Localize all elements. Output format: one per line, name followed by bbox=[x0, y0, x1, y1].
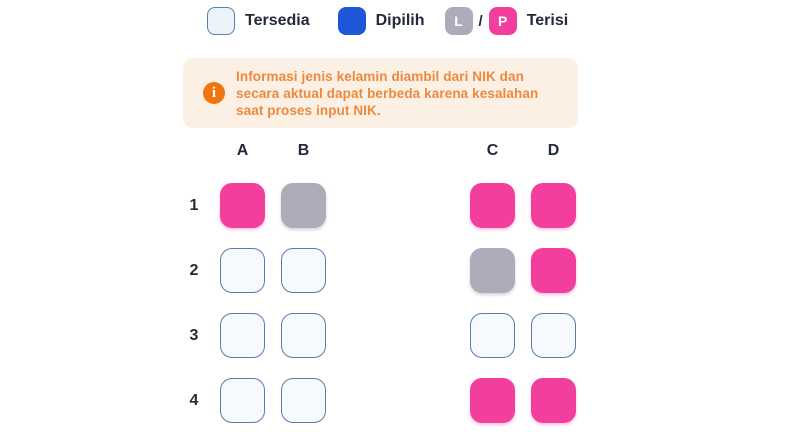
seat-4A[interactable] bbox=[220, 378, 265, 423]
seat-2D bbox=[531, 248, 576, 293]
seat-rows bbox=[183, 183, 576, 423]
seat-2B[interactable] bbox=[281, 248, 326, 293]
column-header-B: B bbox=[297, 142, 310, 159]
legend-label-occupied: Terisi bbox=[526, 12, 569, 29]
legend-label-selected: Dipilih bbox=[375, 12, 425, 29]
info-icon: i bbox=[203, 82, 225, 104]
legend-item-available bbox=[207, 7, 310, 35]
row-number-3: 3 bbox=[189, 327, 199, 344]
seat-4D bbox=[531, 378, 576, 423]
legend-separator: / bbox=[478, 12, 483, 30]
row-number-1: 1 bbox=[189, 197, 199, 214]
seat-4C bbox=[470, 378, 515, 423]
seat-4B[interactable] bbox=[281, 378, 326, 423]
column-header-A: A bbox=[236, 142, 249, 159]
seat-row-3 bbox=[183, 313, 576, 358]
seat-row-2 bbox=[183, 248, 576, 293]
seat-3B[interactable] bbox=[281, 313, 326, 358]
legend-label-available: Tersedia bbox=[245, 12, 310, 29]
seat-1C bbox=[470, 183, 515, 228]
legend-item-selected bbox=[338, 7, 425, 35]
seat-row-1 bbox=[183, 183, 576, 228]
seat-legend bbox=[207, 6, 568, 36]
seat-3D[interactable] bbox=[531, 313, 576, 358]
row-number-4: 4 bbox=[189, 392, 199, 409]
seat-1A bbox=[220, 183, 265, 228]
seat-column-headers bbox=[183, 141, 576, 160]
row-number-2: 2 bbox=[189, 262, 199, 279]
row-label-spacer bbox=[183, 150, 220, 151]
seat-1B bbox=[281, 183, 326, 228]
seat-3C[interactable] bbox=[470, 313, 515, 358]
seat-1D bbox=[531, 183, 576, 228]
seat-2C bbox=[470, 248, 515, 293]
seat-map bbox=[183, 141, 576, 443]
seat-3A[interactable] bbox=[220, 313, 265, 358]
male-occupied-swatch: L bbox=[445, 7, 473, 35]
available-seat-swatch bbox=[207, 7, 235, 35]
selected-seat-swatch bbox=[338, 7, 366, 35]
column-header-D: D bbox=[547, 142, 560, 159]
seat-2A[interactable] bbox=[220, 248, 265, 293]
seat-row-4 bbox=[183, 378, 576, 423]
column-header-C: C bbox=[486, 142, 499, 159]
legend-item-occupied bbox=[445, 7, 569, 35]
female-occupied-swatch: P bbox=[489, 7, 517, 35]
info-banner-text: Informasi jenis kelamin diambil dari NIK dan secara aktual dapat berbeda karena kesalahan saat proses input NIK. bbox=[236, 68, 539, 118]
info-banner bbox=[183, 58, 578, 128]
